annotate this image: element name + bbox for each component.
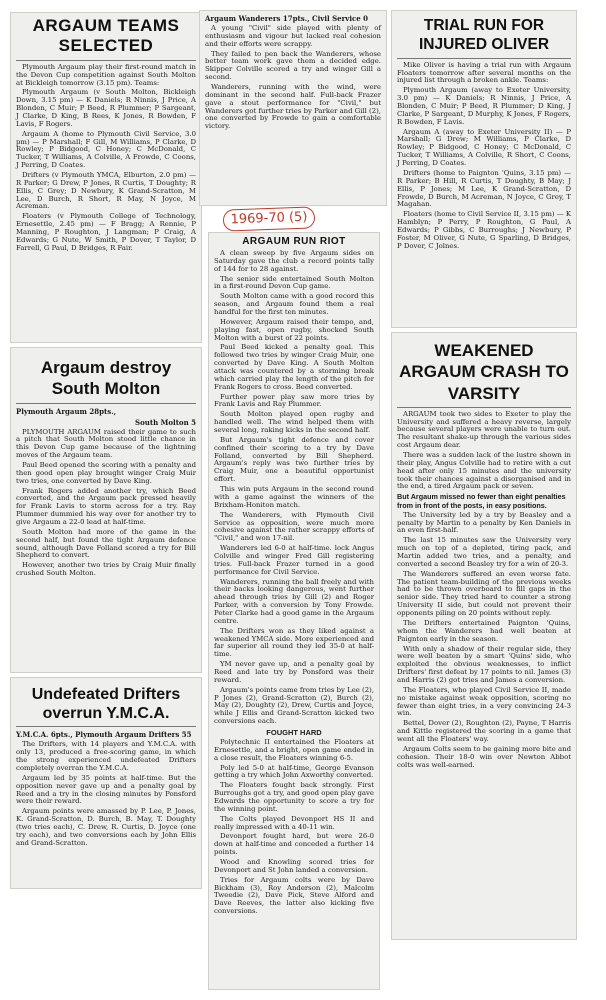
- teams-clipping: [10, 12, 202, 343]
- weakened-para: The Wanderers suffered an even worse fate. The patient team-building of the previous weeks had to be thrown overboard to fill gaps in the senior side. They tried hard to counter a strong University II side, but could not prevent their opponents piling on 20 points without reply.: [397, 569, 571, 618]
- riot-para: Polytechnic II entertained the Floaters at Ernesettle, and a bright, open game ended in a close result, the Floaters winning 6-5.: [214, 737, 374, 762]
- destroy-para: South Molton had more of the game in the second half, but found the tight Argaum defence sound, although Dave Folland scored a try for Bill Shepherd to convert.: [16, 527, 196, 560]
- riot-headline: ARGAUM RUN RIOT: [242, 236, 346, 247]
- weakened-para: The Floaters, who played Civil Service II, made no mistake against weak opposition, scoring no fewer than eight tries, in a very convincing 24-3 win.: [397, 685, 571, 718]
- riot-para: Devonport fought hard, but were 26-0 down at half-time and conceded a further 14 points.: [214, 832, 374, 857]
- destroy-para: Frank Rogers added another try, which Beed converted, and the Argaum pack pressed heavily for Frank Lavis to storm across for a try. Ray Plummer dummied his way over for another try to give Argaum a 22-0 lead at half-time.: [16, 486, 196, 526]
- weakened-para: The University led by a try by Beasley and a penalty by Martin to a penalty by Ken Daniels in an even first-half.: [397, 510, 571, 535]
- riot-para: The Wanderers, with Plymouth Civil Service as opposition, were much more cohesive against the rather scrappy efforts of "Civil," and won 17-nil.: [214, 510, 374, 543]
- wanderers-para: Wanderers, running with the wind, were dominant in the second half. Full-back Frazer gave a stout performance for "Civil," but Wanderers got further tries by Parker and Gill (2), one converted by Frowde to gain a comfortable victory.: [205, 83, 381, 131]
- trial-para: Floaters (home to Civil Service II, 3.15 pm) — K Hamblyn; P Perry, P Roughton, G Paul, A Edwards; P Gibbs, C Burroughs; J Newbury, P Foster, M Oliver, G Nute, G Sparling, D Bridges, P Dover, C Jolnes.: [397, 210, 571, 250]
- divider: [397, 407, 571, 408]
- teams-para: Plymouth Argaum play their first-round match in the Devon Cup competition against South Molton at Bickleigh tomorrow (3.15 pm). Teams:: [16, 62, 196, 87]
- drifters-headline: Undefeated Drifters overrun Y.M.C.A.: [31, 686, 181, 723]
- weakened-bold-para: But Argaum missed no fewer than eight penalties from in front of the posts, in easy positions.: [397, 492, 566, 510]
- riot-para: Argaum's points came from tries by Lee (2), P Jones (2), Grand-Scratton (2), Burch (2), May (2), Doughty (2), Drew, Curtis and Joyce, while J Ellis and Grand-Scratton kicked two conversions each.: [214, 685, 375, 726]
- teams-para: Argaum A (home to Plymouth Civil Service, 3.0 pm) — P Marshall; F Gill, M Williams, P Clarke, D Rowley; P Bidgood, C Honey; C McDonald, C Tucker, T Williams, A Colville, A Frowde, C Coons, J Perring, D Coates.: [16, 129, 196, 170]
- trial-para: Plymouth Argaum (away to Exeter University, 3.0 pm) — K Daniels; R Ninnis, J Price, A Blonden, C Muir; P Beed, R Plummer; D King, J Clarke, P Sargeant, D Murphy, K Jones, F Rogers, R Bowden, F Lavis.: [397, 86, 571, 126]
- wanderers-para: They failed to pen back the Wanderers, whose better team work gave them a decided edge. Skipper Colville scored a try and winger Gill a second.: [205, 49, 381, 82]
- drifters-para: The Drifters, with 14 players and Y.M.C.A. with only 13, produced a free-scoring game, in which the strong experienced undefeated Drifters completely overran the Y.M.C.A.: [16, 740, 196, 772]
- trial-headline: TRIAL RUN FOR INJURED OLIVER: [418, 17, 550, 54]
- weakened-headline: WEAKENED ARGAUM CRASH TO VARSITY: [399, 341, 569, 403]
- teams-para: Floaters (v Plymouth College of Technology, Ernesettle, 2.45 pm) — F Bragg; A Rennie, P Manning, P Roughton, J Langman; P Craig, A Edwards; G Nute, W Smith, P Dover, T Taylor, D Farrell, G Paul, D Bridges, R Fair.: [16, 212, 196, 252]
- destroy-para: PLYMOUTH ARGAUM raised their game to such a pitch that South Molton stood little chance in this Devon Cup game because of the lightning moves of the Argaum team.: [16, 427, 196, 460]
- riot-para: Paul Beed kicked a penalty goal. This followed two tries by winger Craig Muir, one converted by Dave King. A South Molton attack was countered by a storming break which carried play the length of the pitch for Frank Rogers to cross. Beed converted.: [214, 343, 374, 391]
- teams-para: Drifters (v Plymouth YMCA, Elburton, 2.0 pm) — R Parker; G Drew, P Jones, R Curtis, T Doughty; R Ellis, C Grey; D Newbury, K Grand-Scratton, M Lee, D Burch, R Short, R May, N Joyce, M Acreman.: [16, 170, 196, 211]
- drifters-para: Argaum points were amassed by P. Lee, P. Jones, K. Grand-Scratton, D. Burch, B. May, T. Doughty (two tries each), C. Drew, R. Curtis, D. Joyce (one try each), and two conversions each by John Ellis and Grand-Scratton.: [16, 807, 196, 847]
- drifters-score-line: Y.M.C.A. 6pts., Plymouth Argaum Drifters 55: [16, 730, 192, 740]
- teams-headline: ARGAUM TEAMS SELECTED: [32, 16, 180, 56]
- riot-para: The Colts played Devonport HS II and really impressed with a 40-11 win.: [214, 814, 374, 831]
- divider: [16, 726, 196, 727]
- destroy-clipping: [10, 347, 202, 673]
- trial-para: Mike Oliver is having a trial run with Argaum Floaters tomorrow after several months on the injured list through a broken ankle. Teams:: [397, 60, 571, 85]
- wanderers-score-line: Argaum Wanderers 17pts., Civil Service 0: [205, 14, 369, 23]
- divider: [16, 60, 196, 61]
- riot-para: Wanderers led 6-0 at half-time. lock Angus Colville and winger Fred Gill registering tries. Full-back Frazer turned in a good performance for Civil Service.: [214, 544, 374, 576]
- weakened-para: The Drifters entertained Paignton 'Quins, whom the Wanderers had well beaten at Paignton early in the season.: [397, 618, 571, 643]
- drifters-clipping: [10, 677, 202, 889]
- riot-para: But Argaum's tight defence and cover confined their scoring to a try by Dave Folland, converted by Bill Shepherd. Argaum's reply was two further tries by Craig Muir, one a beautiful opportunist effort.: [214, 435, 374, 484]
- riot-para: South Molton played open rugby and handled well. The wind helped them with several long, raking kicks in the second half.: [214, 410, 374, 435]
- teams-para: Plymouth Argaum (v South Molton, Bickleigh Down, 3.15 pm) — K Daniels; R Ninnis, J Price, A Blonden, C Muir; P Beed, R Plummer; P Sargeant, J Clarke, D King, B Rees, K Jones, R Bowden, F Lavis, F Rogers.: [16, 88, 196, 128]
- weakened-para: With only a shadow of their regular side, they were well beaten by a smart 'Quins' side, who exploited the obvious weaknesses, to inflict Drifters' first defeat by 17 points to nil. James (3) and Harris (2) got tries and James a conversion.: [397, 644, 571, 684]
- riot-para: Further power play saw more tries by Frank Lavis and Ray Plummer.: [214, 392, 374, 409]
- drifters-para: Argaum led by 35 points at half-time. But the opposition never gave up and a penalty goal by Reed and a try in the closing minutes by Ponsford were their reward.: [16, 773, 196, 806]
- riot-clipping: [208, 232, 380, 990]
- riot-subhead: FOUGHT HARD: [266, 727, 322, 737]
- wanderers-para: A young "Civil" side played with plenty of enthusiasm and vigour but lacked real cohesion and their efforts were scrappy.: [205, 24, 381, 48]
- season-annotation: 1969-70 (5): [223, 206, 316, 231]
- divider: [16, 403, 196, 404]
- trial-para: Argaum A (away to Exeter University II) — P Marshall; G Drew; M Williams, P Clarke, D Rowley; P Bidgood, C Honey; C McDonald, C Tucker, T Williams, A Colville, R Short, C Coons, J Perring, D Coates.: [397, 127, 571, 168]
- riot-para: Wanderers, running the ball freely and with their backs looking dangerous, went further ahead through tries by Gill (2) and Roger Parker, with a conversion by Tony Frowde. Peter Clarke had a good game in the Argaum centre.: [214, 577, 374, 625]
- riot-para: Tries for Argaum colts were by Dave Bickham (3), Roy Anderson (2), Malcolm Tweedie (2), Dave Pick, Steve Alford and Dave Reeves, the latter also kicking five conversions.: [214, 875, 374, 916]
- riot-para: The Floaters fought back strongly. First Burroughs got a try, and good open play gave Edwards the opportunity to score a try for the winning point.: [214, 781, 374, 813]
- riot-para: South Molton came with a good record this season, and Argaum found them a real handful for the first ten minutes.: [214, 292, 374, 317]
- wanderers-clipping: [199, 10, 387, 206]
- destroy-score-line-2: South Molton 5: [135, 417, 196, 427]
- riot-para: A clean sweep by five Argaum sides on Saturday gave the club a record points tally of 144 for to 28 against.: [214, 249, 374, 273]
- weakened-para: The last 15 minutes saw the University very much on top of a depleted, tiring pack, and Martin added two tries, and a penalty, and converted a second Beasley try for a win of 20-3.: [397, 536, 571, 568]
- destroy-para: However, another two tries by Craig Muir finally crushed South Molton.: [16, 561, 196, 578]
- trial-clipping: [391, 10, 577, 328]
- riot-para: This win puts Argaum in the second round with a game against the winners of the Brixham-Honiton match.: [214, 485, 374, 509]
- weakened-para: Argaum Colts seem to be gaining more bite and cohesion. Their 18-0 win over Newton Abbot colts was well-earned.: [397, 744, 571, 769]
- weakened-para: ARGAUM took two sides to Exeter to play the University and suffered a heavy reverse, largely because several players were unable to turn out. The resultant shake-up through the various sides cost Argaum dear.: [397, 409, 571, 450]
- riot-para: YM never gave up, and a penalty goal by Reed and late try by Ponsford was their reward.: [214, 660, 374, 684]
- divider: [397, 58, 571, 59]
- weakened-para: There was a sudden lack of the lustre shown in their play, Angus Colville had to retire with a cut head after only 15 minutes and the university took their chances against a disorganised and in the end, a tired Argaum pack or seven.: [397, 451, 571, 491]
- destroy-headline: Argaum destroy South Molton: [40, 358, 172, 399]
- riot-para: Poly led 5-0 at half-time, George Evanson getting a try which John Axworthy converted.: [214, 763, 374, 780]
- riot-para: The Drifters won as they liked against a weakened YMCA side. More experienced and far superior all round they led 35-0 at half-time.: [214, 626, 374, 659]
- destroy-score-line-1: Plymouth Argaum 28pts.,: [16, 406, 117, 416]
- destroy-para: Paul Beed opened the scoring with a penalty and then good open play brought winger Craig Muir two tries, one converted by Dave King.: [16, 460, 196, 485]
- riot-para: However, Argaum raised their tempo, and, playing fast, open rugby, shocked South Molton with a burst of 22 points.: [214, 317, 374, 342]
- riot-para: Wood and Knowling scored tries for Devonport and St John landed a conversion.: [214, 858, 374, 874]
- trial-para: Drifters (home to Paignton 'Quins, 3.15 pm) — R Parker; B Hill, R Curtis, T Doughty, B May; J Ellis, P Jones; M Lee, K Grand-Scratton, D Frowde, D Burch, M Acreman, N Joyce, C Grey, T Magahan.: [397, 168, 571, 209]
- weakened-para: Bettel, Dover (2), Roughton (2), Payne, T Harris and Kittle registered the scoring in a game that went all the Floaters' way.: [397, 719, 571, 743]
- weakened-clipping: [391, 332, 577, 940]
- riot-para: The senior side entertained South Molton in a first-round Devon Cup game.: [214, 274, 374, 291]
